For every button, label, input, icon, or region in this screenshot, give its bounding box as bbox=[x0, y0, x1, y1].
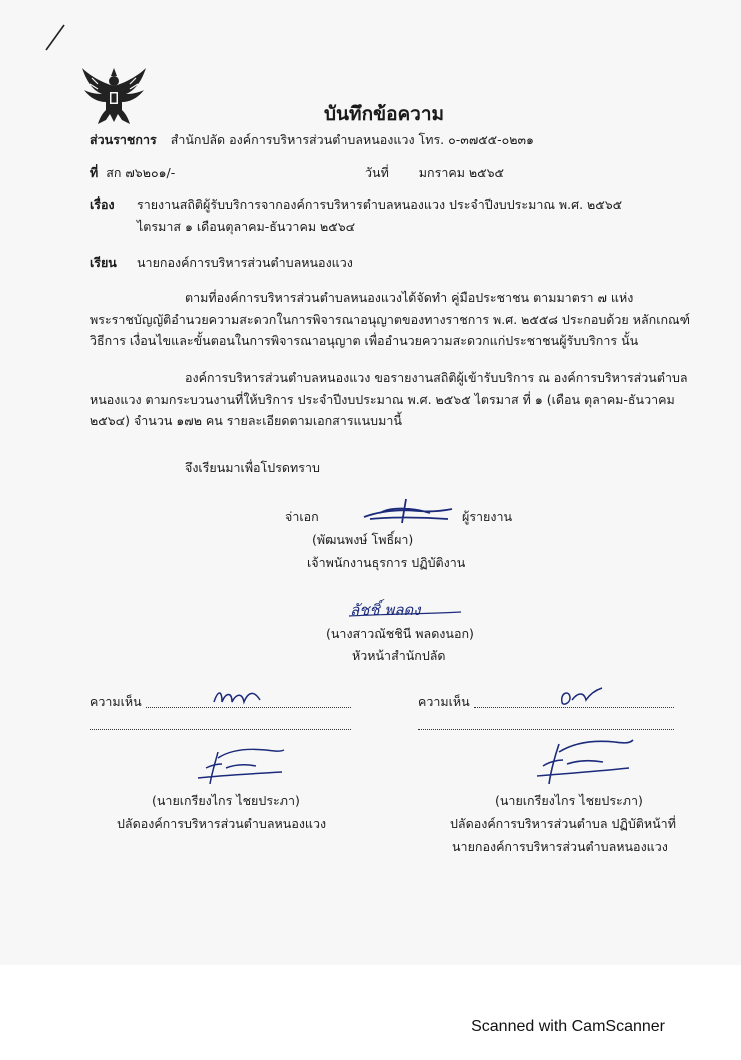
right-opinion-handwriting-icon bbox=[556, 684, 606, 710]
agency-line bbox=[90, 130, 534, 150]
reporter-suffix: ผู้รายงาน bbox=[462, 509, 513, 524]
left-opinion-dotted-line-2 bbox=[90, 729, 351, 730]
garuda-emblem-icon bbox=[80, 64, 148, 128]
ref-value: สก ๗๖๒๐๑/- bbox=[106, 165, 176, 180]
left-signature-icon bbox=[196, 738, 286, 788]
body-paragraph-1 bbox=[90, 287, 700, 352]
reporter-signature-icon bbox=[360, 497, 456, 527]
left-signer-name: (นายเกรียงไกร ไชยประภา) bbox=[152, 793, 300, 808]
pen-stroke-mark bbox=[40, 22, 70, 54]
para1-line: วิธีการ เงื่อนไขและขั้นตอนในการพิจารณาอนุญาต เพื่ออำนวยความสะดวกแก่ประชาชนผู้รับบริการ นั้น bbox=[90, 333, 639, 348]
para2-line: ๒๕๖๔) จำนวน ๑๗๒ คน รายละเอียดตามเอกสารแนบมานี้ bbox=[90, 413, 402, 428]
subject-line-1: รายงานสถิติผู้รับบริการจากองค์การบริหารตำบลหนองแวง ประจำปีงบประมาณ พ.ศ. ๒๕๖๕ bbox=[137, 197, 623, 212]
memo-title: บันทึกข้อความ bbox=[324, 103, 445, 125]
para1-line: พระราชบัญญัติอำนวยความสะดวกในการพิจารณาอนุญาตของทางราชการ พ.ศ. ๒๕๕๘ ประกอบด้วย หลักเกณฑ์ bbox=[90, 311, 691, 327]
to-value: นายกองค์การบริหารส่วนตำบลหนองแวง bbox=[137, 255, 353, 270]
left-signer-position: ปลัดองค์การบริหารส่วนตำบลหนองแวง bbox=[117, 816, 327, 831]
agency-value: สำนักปลัด องค์การบริหารส่วนตำบลหนองแวง โทร. ๐-๓๗๕๕-๐๒๓๑ bbox=[170, 132, 534, 147]
right-opinion-label: ความเห็น bbox=[418, 694, 470, 709]
left-opinion-label: ความเห็น bbox=[90, 694, 142, 709]
para1-line: ตามที่องค์การบริหารส่วนตำบลหนองแวงได้จัดทำ คู่มือประชาชน ตามมาตรา ๗ แห่ง bbox=[185, 290, 634, 305]
para2-line: หนองแวง ตามกระบวนงานที่ให้บริการ ประจำปีงบประมาณ พ.ศ. ๒๕๖๕ ไตรมาส ที่ ๑ (เดือน ตุลาคม-ธันวาคม bbox=[90, 391, 675, 407]
head-office-name: (นางสาวณัชชินี พลดงนอก) bbox=[326, 626, 474, 641]
head-office-signature-stroke-icon bbox=[345, 594, 465, 620]
reference-number bbox=[90, 163, 175, 183]
subject-label: เรื่อง bbox=[90, 197, 115, 212]
head-office-position: หัวหน้าสำนักปลัด bbox=[352, 648, 446, 663]
right-signer-name: (นายเกรียงไกร ไชยประภา) bbox=[495, 793, 643, 808]
reporter-prefix: จ่าเอก bbox=[285, 509, 319, 524]
right-signature-icon bbox=[535, 730, 635, 788]
date-label: วันที่ bbox=[365, 165, 389, 180]
body-paragraph-2 bbox=[90, 367, 700, 432]
closing-line: จึงเรียนมาเพื่อโปรดทราบ bbox=[185, 460, 320, 475]
head-office-handwritten-signature: ลัชชิ์ พลดง bbox=[350, 601, 421, 619]
to-label: เรียน bbox=[90, 255, 117, 270]
subject-line-2: ไตรมาส ๑ เดือนตุลาคม-ธันวาคม ๒๕๖๔ bbox=[137, 219, 356, 234]
left-opinion-handwriting-icon bbox=[210, 686, 264, 708]
reporter-name: (พัฒนพงษ์ โพธิ์ผา) bbox=[312, 532, 414, 547]
camscanner-watermark: Scanned with CamScanner bbox=[471, 1018, 665, 1035]
agency-label: ส่วนราชการ bbox=[90, 132, 157, 147]
date-value: มกราคม ๒๕๖๕ bbox=[418, 165, 505, 180]
reporter-position: เจ้าพนักงานธุรการ ปฏิบัติงาน bbox=[307, 555, 466, 570]
para2-line: องค์การบริหารส่วนตำบลหนองแวง ขอรายงานสถิติผู้เข้ารับบริการ ณ องค์การบริหารส่วนตำบล bbox=[185, 370, 688, 385]
right-signer-position-line-2: นายกองค์การบริหารส่วนตำบลหนองแวง bbox=[452, 839, 668, 854]
memo-date bbox=[365, 163, 504, 183]
right-signer-position-line-1: ปลัดองค์การบริหารส่วนตำบล ปฏิบัติหน้าที่ bbox=[450, 816, 676, 831]
ref-label: ที่ bbox=[90, 165, 99, 180]
